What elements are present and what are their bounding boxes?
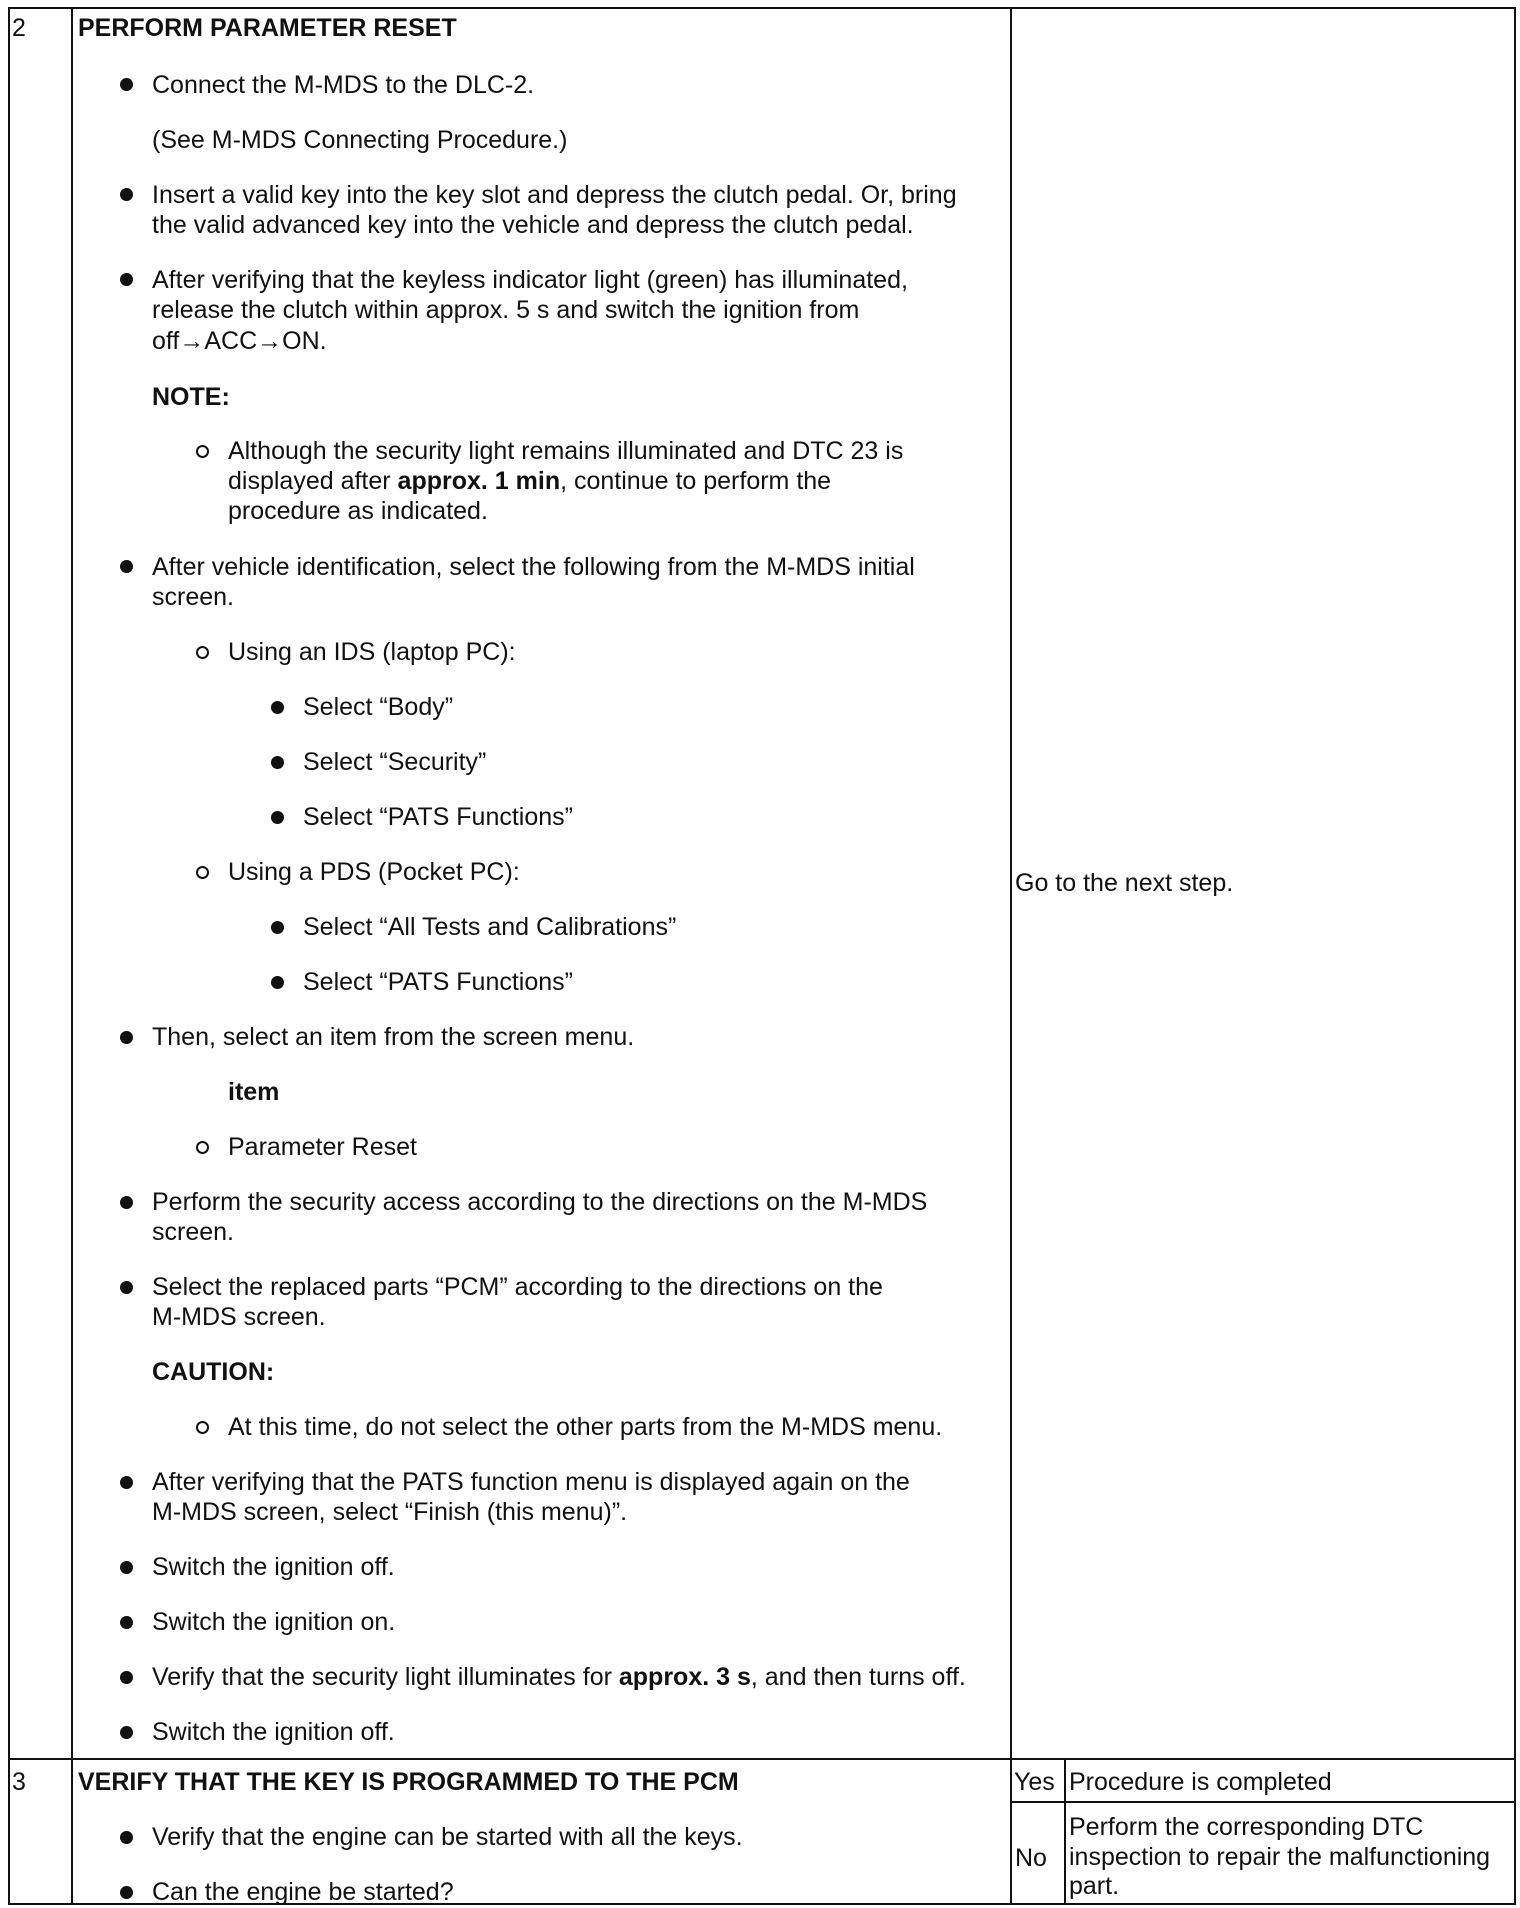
outcome-action-yes: Procedure is completed [1069,1768,1332,1796]
sub-bullet-icon [196,1141,209,1154]
instruction-line: screen. [152,1218,234,1246]
instruction-line: Select “Security” [303,748,487,776]
instruction-line: Parameter Reset [228,1133,417,1161]
instruction-line: Switch the ignition off. [152,1718,395,1746]
outcome-action-no: Perform the corresponding DTC [1069,1813,1424,1841]
instruction-line: Verify that the security light illuminates for approx. 3 s, and then turns off. [152,1663,966,1691]
instruction-line: Using an IDS (laptop PC): [228,638,516,666]
item-label: item [228,1078,280,1106]
step-title: VERIFY THAT THE KEY IS PROGRAMMED TO THE PCM [78,1768,739,1796]
table-border-left [8,7,10,1905]
action-column-divider [1010,7,1012,1905]
table-border-top [8,7,1516,9]
instruction-line: Using a PDS (Pocket PC): [228,858,520,886]
step-number: 2 [12,14,26,42]
instruction-line: Select “Body” [303,693,454,721]
bullet-icon [120,1726,133,1739]
sub-bullet-icon [196,866,209,879]
instruction-line: Select “PATS Functions” [303,803,573,831]
sub-bullet-icon [196,445,209,458]
instruction-line: Then, select an item from the screen menu. [152,1023,635,1051]
bullet-icon [120,1616,133,1629]
instruction-line: After verifying that the PATS function menu is displayed again on the [152,1468,910,1496]
bullet-icon [120,1196,133,1209]
instruction-line: (See M-MDS Connecting Procedure.) [152,126,568,154]
instruction-line: M-MDS screen. [152,1303,326,1331]
instruction-line: Switch the ignition off. [152,1553,395,1581]
outcome-action-no: part. [1069,1872,1120,1900]
bullet-icon [120,1561,133,1574]
outcome-action-no: inspection to repair the malfunctioning [1069,1843,1491,1871]
instruction-line: Select the replaced parts “PCM” according to the directions on the [152,1273,883,1301]
bullet-icon [271,756,284,769]
bullet-icon [120,1886,133,1899]
bullet-icon [120,1831,133,1844]
bullet-icon [120,188,133,201]
caution-line: At this time, do not select the other parts from the M-MDS menu. [228,1413,943,1441]
step-number: 3 [12,1768,26,1796]
bullet-icon [120,560,133,573]
instruction-line: Switch the ignition on. [152,1608,396,1636]
instruction-line: Connect the M-MDS to the DLC-2. [152,71,535,99]
bullet-icon [120,78,133,91]
note-line: procedure as indicated. [228,497,488,525]
bullet-icon [120,273,133,286]
note-line: Although the security light remains illuminated and DTC 23 is [228,437,904,465]
instruction-line: Insert a valid key into the key slot and depress the clutch pedal. Or, bring [152,181,957,209]
outcome-answer-no: No [1015,1844,1047,1872]
number-column-divider [71,7,73,1905]
instruction-line: Verify that the engine can be started with all the keys. [152,1823,743,1851]
instruction-line: Select “PATS Functions” [303,968,573,996]
sub-bullet-icon [196,1421,209,1434]
outcome-divider [1010,1801,1516,1803]
bullet-icon [271,701,284,714]
instruction-line: the valid advanced key into the vehicle and depress the clutch pedal. [152,211,914,239]
instruction-line: off→ACC→ON. [152,327,327,355]
instruction-line: Select “All Tests and Calibrations” [303,913,677,941]
outcome-answer-yes: Yes [1014,1768,1055,1796]
bullet-icon [120,1671,133,1684]
table-border-right [1514,7,1516,1905]
note-line: displayed after approx. 1 min, continue to perform the [228,467,832,495]
row-divider [8,1758,1516,1760]
step-action: Go to the next step. [1015,869,1234,897]
bullet-icon [120,1281,133,1294]
answer-column-divider [1064,1758,1066,1905]
bullet-icon [271,921,284,934]
instruction-line: After verifying that the keyless indicator light (green) has illuminated, [152,266,908,294]
bullet-icon [120,1031,133,1044]
bullet-icon [271,811,284,824]
bullet-icon [120,1476,133,1489]
bullet-icon [271,976,284,989]
instruction-line: After vehicle identification, select the following from the M-MDS initial [152,553,915,581]
instruction-line: Can the engine be started? [152,1878,454,1906]
instruction-line: Perform the security access according to the directions on the M-MDS [152,1188,928,1216]
sub-bullet-icon [196,646,209,659]
caution-label: CAUTION: [152,1358,275,1386]
note-label: NOTE: [152,383,230,411]
instruction-line: release the clutch within approx. 5 s and switch the ignition from [152,296,860,324]
instruction-line: screen. [152,583,234,611]
step-title: PERFORM PARAMETER RESET [78,14,457,42]
instruction-line: M-MDS screen, select “Finish (this menu)”. [152,1498,628,1526]
